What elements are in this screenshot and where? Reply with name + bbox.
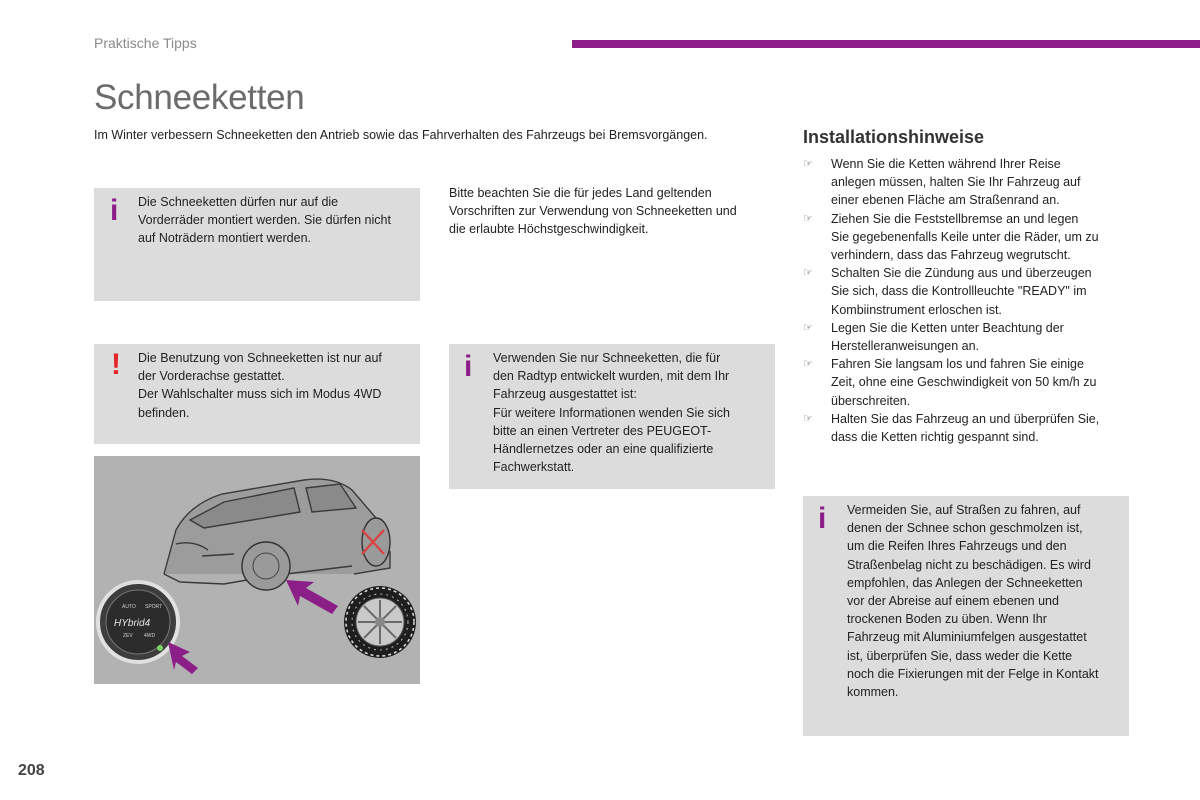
note-melted-snow [803,496,1129,736]
note-front-wheels [94,188,420,301]
text-line: die erlaubte Höchstgeschwindigkeit. [449,222,649,237]
regulations-text [449,184,737,239]
step-line: überschreiten. [831,393,911,408]
installation-title: Installationshinweise [803,127,985,147]
step-line: Halten Sie das Fahrzeug an und überprüfen Sie, [831,411,1100,426]
note-line: denen der Schnee schon geschmolzen ist, [847,521,1083,536]
note-text [847,501,1099,701]
step-line: Legen Sie die Ketten unter Beachtung der [831,320,1064,335]
note-line: bitte an einen Vertreter des PEUGEOT- [493,423,712,438]
note-text [138,193,391,248]
step-line: Kombiinstrument erloschen ist. [831,302,1002,317]
note-line: vor der Abreise auf einem ebenen und [847,594,1059,609]
note-text [138,349,382,422]
note-text [493,349,730,476]
warning-front-axle [94,344,420,444]
installation-step [803,355,1128,410]
info-icon: i [110,194,119,227]
note-line: Fahrzeug mit Aluminiumfelgen ausgestattet [847,630,1087,645]
dial-brand-label: HYbrid4 [114,618,151,629]
note-line: Der Wahlschalter muss sich im Modus 4WD [138,387,382,402]
installation-step [803,210,1128,265]
pointing-hand-icon: ☞ [803,212,813,225]
step-line: verhindern, dass das Fahrzeug wegrutscht. [831,248,1071,263]
note-line: Fahrzeug ausgestattet ist: [493,387,637,402]
installation-step [803,264,1128,319]
dial-mode-label: SPORT [145,604,163,610]
note-tyre-type [449,344,775,489]
note-line: Verwenden Sie nur Schneeketten, die für [493,351,721,365]
note-line: ist, überprüfen Sie, dass weder die Kette [847,648,1073,663]
note-line: Vermeiden Sie, auf Straßen zu fahren, auf [847,503,1081,517]
note-line: Die Schneeketten dürfen nur auf die [138,195,339,209]
note-line: den Radtyp entwickelt wurden, mit dem Ihr [493,369,730,384]
note-line: noch die Fixierungen mit der Felge in Kontakt [847,666,1099,681]
step-line: Schalten Sie die Zündung aus und überzeugen [831,266,1092,281]
note-line: Fachwerkstatt. [493,460,575,475]
note-line: Straßenbelag nicht zu beschädigen. Es wird [847,557,1091,572]
note-line: kommen. [847,685,899,700]
pointing-hand-icon: ☞ [803,358,813,371]
dial-mode-label: ZEV [123,633,133,639]
hybrid4-selector-dial-icon [98,582,178,662]
snow-chain-illustration [94,456,420,684]
step-line: Sie sich, dass die Kontrollleuchte "READY" im [831,284,1087,299]
intro-text: Im Winter verbessern Schneeketten den Antrieb sowie das Fahrverhalten des Fahrzeugs bei Bremsvorgängen. [94,128,708,142]
note-line: Vorderräder montiert werden. Sie dürfen nicht [138,213,391,228]
warning-icon: ! [111,348,121,381]
page-number: 208 [18,762,45,779]
text-line: Bitte beachten Sie die für jedes Land geltenden [449,186,712,200]
installation-step [803,155,1128,210]
note-line: empfohlen, das Anlegen der Schneeketten [847,575,1083,590]
note-line: trockenen Boden zu üben. Wenn Ihr [847,612,1047,627]
step-line: anlegen müssen, halten Sie Ihr Fahrzeug auf [831,175,1081,190]
step-line: dass die Ketten richtig gespannt sind. [831,430,1039,445]
pointing-hand-icon: ☞ [803,267,813,280]
info-icon: i [464,350,473,383]
chained-wheel-icon [344,586,416,658]
installation-step [803,410,1128,446]
note-line: Händlernetzes oder an eine qualifizierte [493,442,714,457]
step-line: Sie gegebenenfalls Keile unter die Räder, um zu [831,229,1099,244]
step-line: Ziehen Sie die Feststellbremse an und legen [831,211,1079,226]
installation-steps-list [803,155,1128,446]
header-accent-bar [572,40,1200,48]
section-label: Praktische Tipps [94,35,197,51]
note-line: Die Benutzung von Schneeketten ist nur auf [138,351,382,365]
note-line: der Vorderachse gestattet. [138,369,285,384]
step-line: einer ebenen Fläche am Straßenrand an. [831,193,1060,208]
note-line: um die Reifen Ihres Fahrzeugs und den [847,539,1067,554]
dial-mode-label: AUTO [122,604,136,610]
step-line: Herstelleranweisungen an. [831,339,980,354]
note-line: Für weitere Informationen wenden Sie sich [493,405,730,420]
note-line: befinden. [138,405,190,420]
info-icon: i [818,502,827,535]
note-line: auf Noträdern montiert werden. [138,231,312,246]
text-line: Vorschriften zur Verwendung von Schneeketten und [449,204,737,219]
step-line: Wenn Sie die Ketten während Ihrer Reise [831,157,1061,171]
page-title: Schneeketten [94,78,305,117]
installation-step [803,319,1128,355]
step-line: Zeit, ohne eine Geschwindigkeit von 50 km/h zu [831,375,1097,390]
dial-mode-label: 4WD [144,633,156,639]
pointing-hand-icon: ☞ [803,321,813,334]
pointing-hand-icon: ☞ [803,412,813,425]
step-line: Fahren Sie langsam los und fahren Sie einige [831,357,1084,372]
pointing-hand-icon: ☞ [803,158,813,170]
